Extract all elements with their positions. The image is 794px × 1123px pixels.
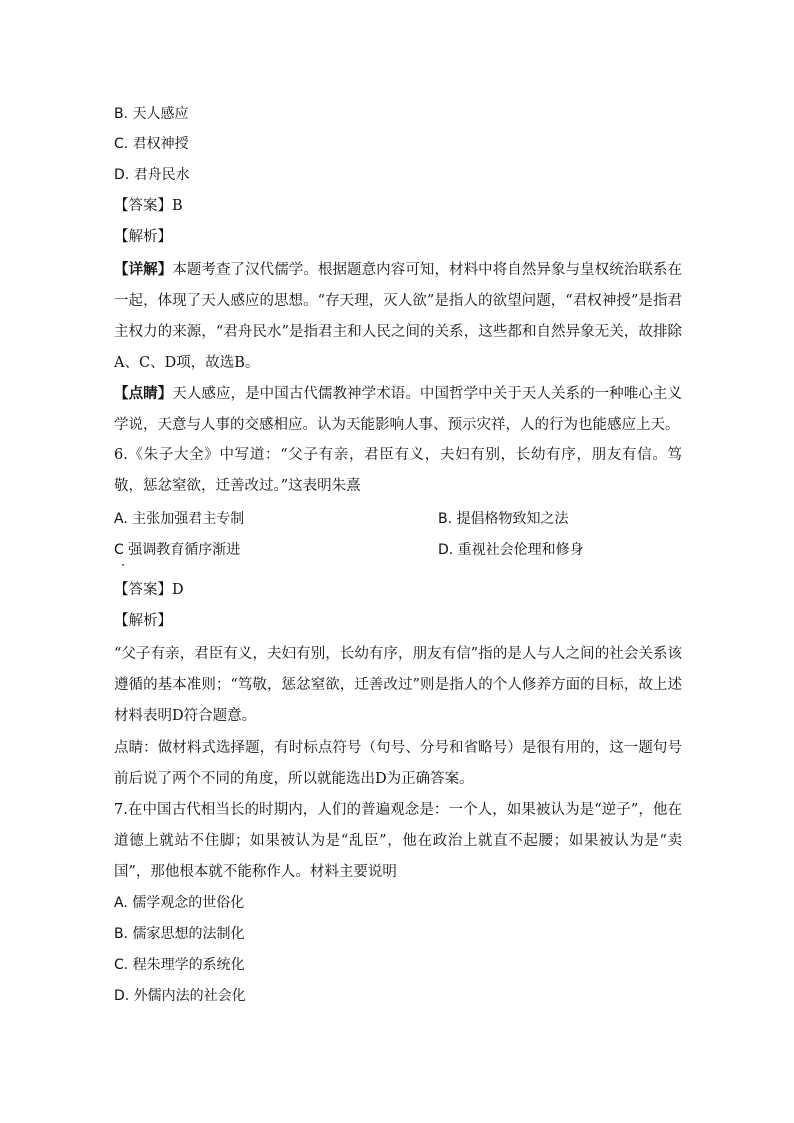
q5-option-c: C. 君权神授	[114, 136, 189, 152]
q5-answer: 【答案】B	[114, 198, 183, 214]
q5-tip-paragraph	[114, 378, 682, 441]
q5-tip-tag: 【点睛】	[114, 385, 173, 402]
q5-option-d: D. 君舟民水	[114, 167, 190, 183]
q7-option-a: A. 儒学观念的世俗化	[114, 895, 245, 911]
q5-analysis-heading: 【解析】	[114, 229, 172, 245]
q6-analysis-text: “父子有亲，君臣有义，夫妇有别，长幼有序，朋友有信”指的是人与人之间的社会关系该遵循的基本准则；“笃敬，惩忿窒欲，迁善改过”则是指人的个人修养方面的目标，故上述材料表明D符合题意。	[114, 646, 682, 724]
q6-answer: 【答案】D	[114, 582, 184, 598]
q6-option-a: A. 主张加强君主专制	[114, 511, 245, 527]
q6-tip-text: 点睛：做材料式选择题，有时标点符号（句号、分号和省略号）是很有用的，这一题句号前后说了两个不同的角度，所以就能选出D为正确答案。	[114, 740, 682, 787]
q6-analysis-heading: 【解析】	[114, 613, 172, 629]
q5-detail-text: 本题考查了汉代儒学。根据题意内容可知，材料中将自然异象与皇权统治联系在一起，体现了天人感应的思想。“存天理，灭人欲”是指人的欲望问题，“君权神授”是指君主权力的来源，“君舟民水”是指君主和人民之间的关系，这些都和自然异象无关，故排除A、C、D项，故选B。	[114, 262, 682, 371]
q6-option-b: B. 提倡格物致知之法	[438, 511, 569, 527]
q7-option-d: D. 外儒内法的社会化	[114, 988, 246, 1004]
q7-option-c: C. 程朱理学的系统化	[114, 957, 245, 973]
stray-dot-mark	[122, 564, 124, 566]
q7-stem: 7.在中国古代相当长的时期内，人们的普遍观念是：一个人，如果被认为是“逆子”，他在道德上就站不住脚；如果被认为是“乱臣”，他在政治上就直不起腰；如果被认为是“卖国”，那他根本就不能称作人。材料主要说明	[114, 802, 682, 880]
q5-tip-text: 天人感应，是中国古代儒教神学术语。中国哲学中关于天人关系的一种唯心主义学说，天意与人事的交感相应。认为天能影响人事、预示灾祥，人的行为也能感应上天。	[114, 386, 682, 433]
q6-option-c: C 强调教育循序渐进	[114, 542, 241, 558]
q5-detail-paragraph	[114, 254, 682, 379]
q6-stem: 6.《朱子大全》中写道：“父子有亲，君臣有义，夫妇有别，长幼有序，朋友有信。笃敬，惩忿窒欲，迁善改过。”这表明朱熹	[114, 447, 682, 494]
q5-option-b: B. 天人感应	[114, 106, 189, 122]
q6-option-d: D. 重视社会伦理和修身	[438, 542, 584, 558]
q7-option-b: B. 儒家思想的法制化	[114, 926, 245, 942]
q5-detail-tag: 【详解】	[114, 261, 173, 278]
